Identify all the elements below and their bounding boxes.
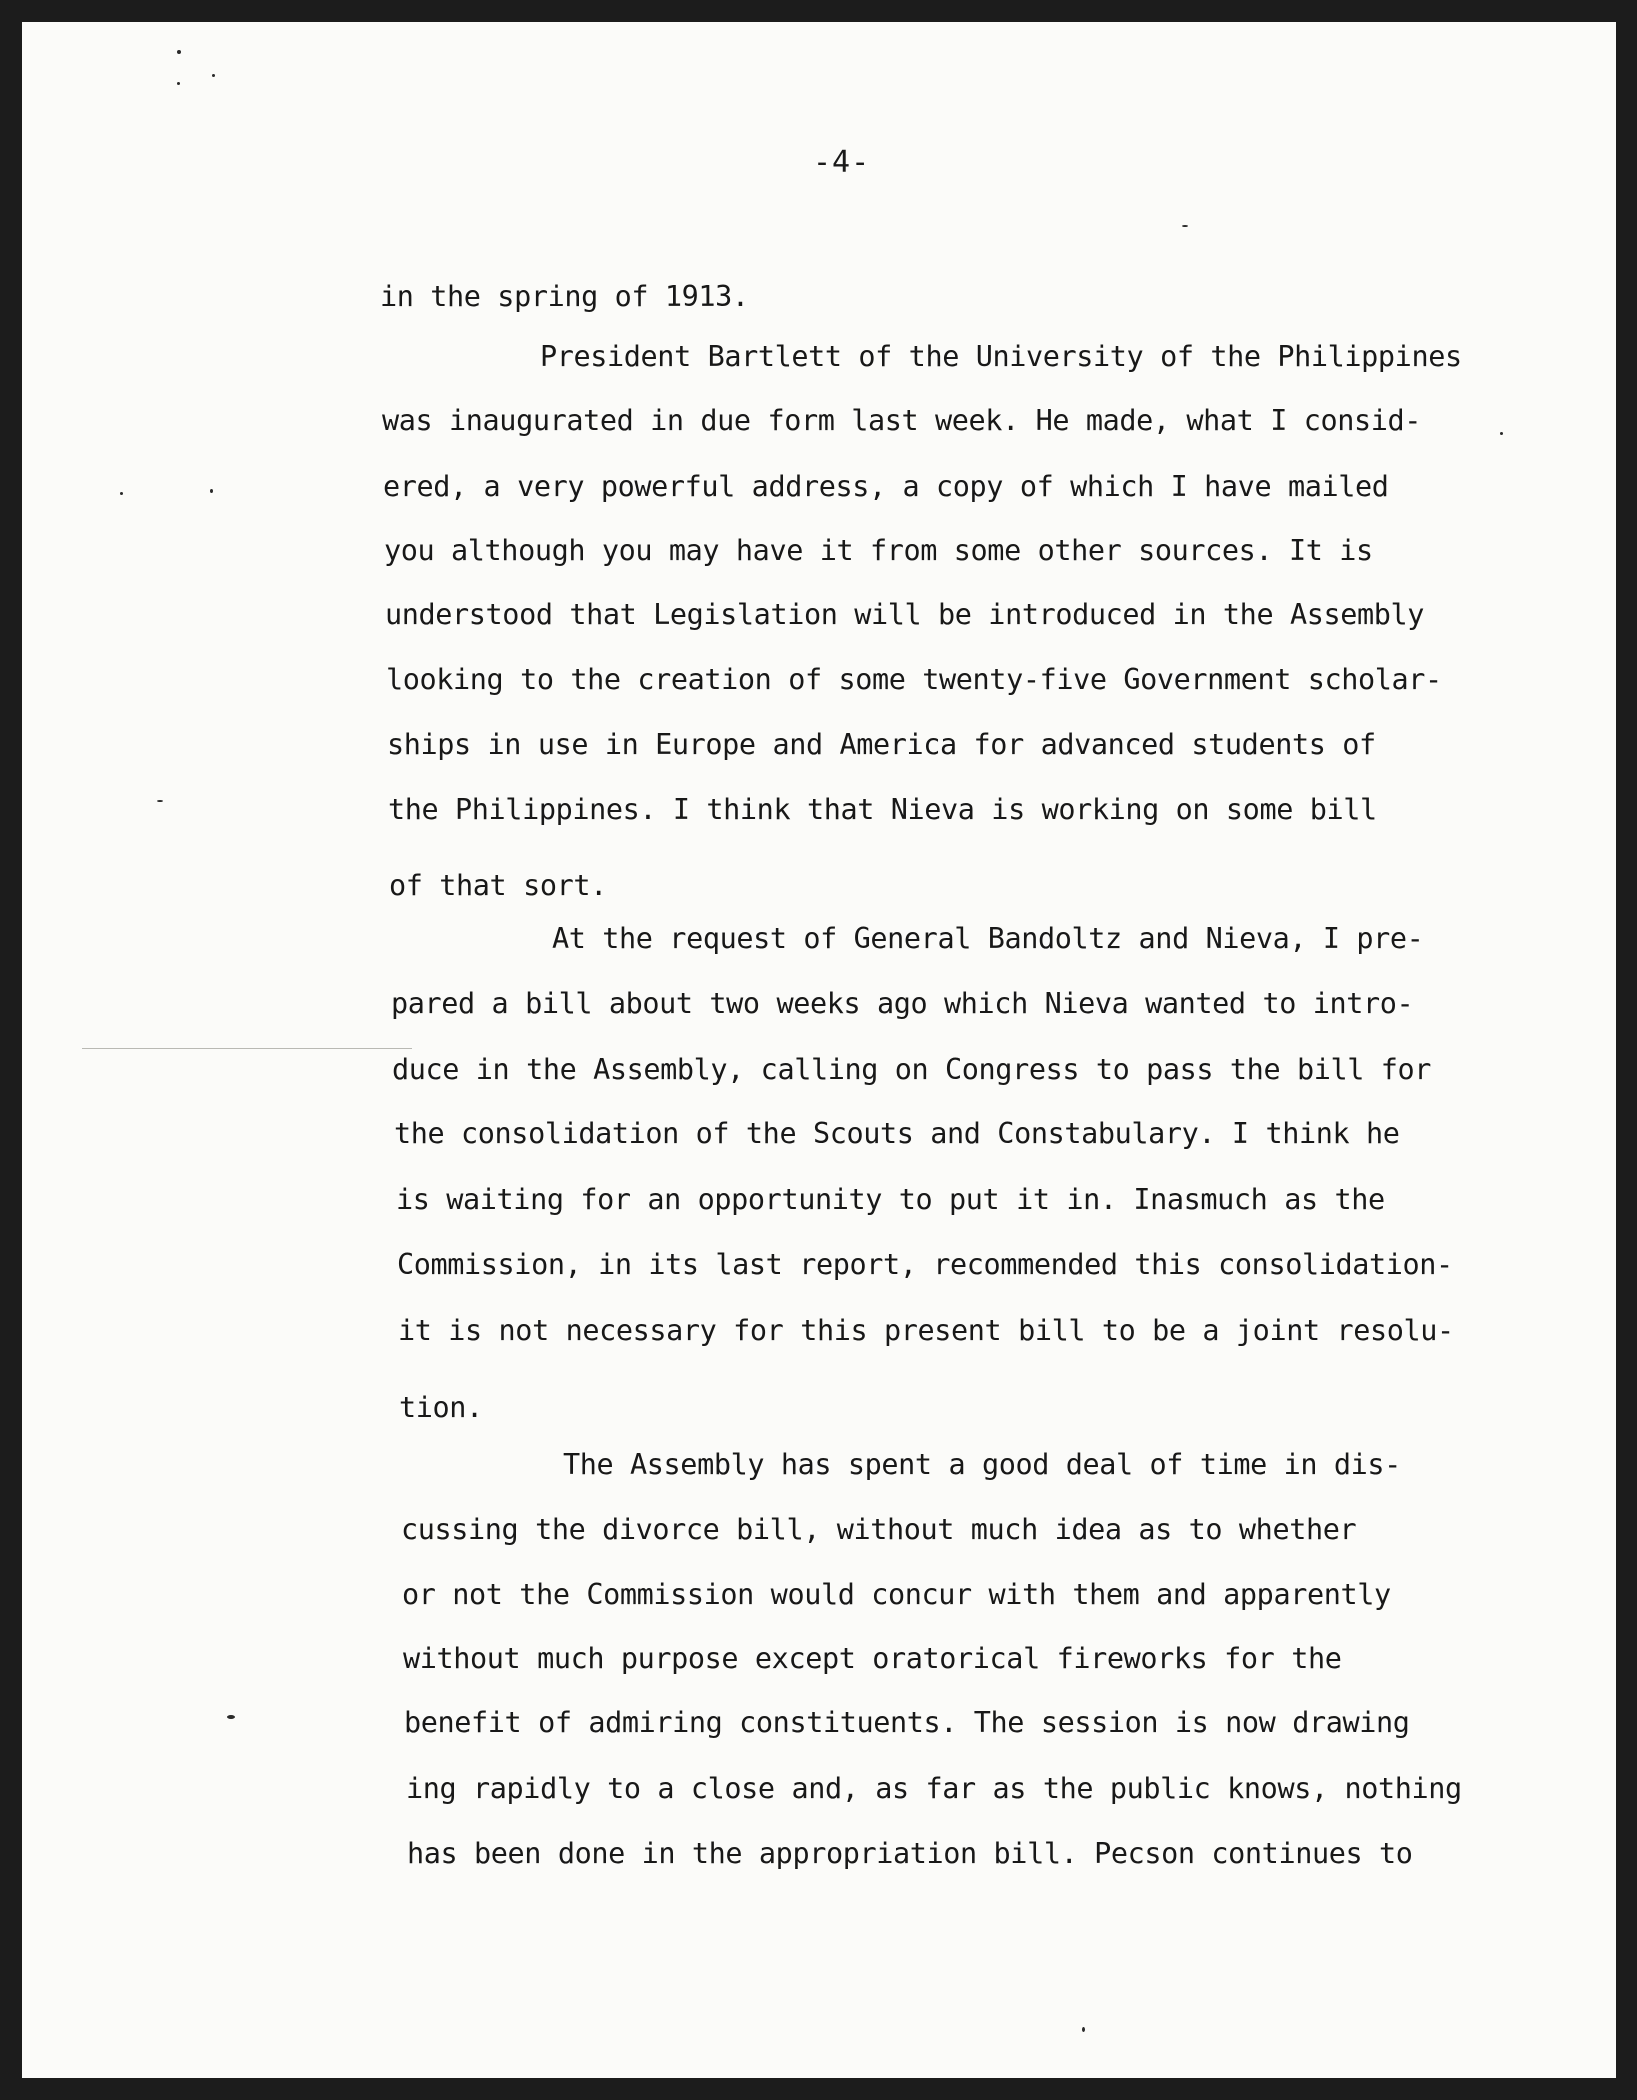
- document-page: [22, 22, 1616, 2078]
- body-line: benefit of admiring constituents. The session is now drawing: [404, 1706, 1410, 1739]
- body-line: of that sort.: [389, 869, 607, 902]
- body-line: ships in use in Europe and America for advanced students of: [387, 728, 1376, 761]
- body-line: you although you may have it from some other sources. It is: [384, 534, 1373, 567]
- body-line: in the spring of 1913.: [380, 280, 749, 313]
- body-line: is waiting for an opportunity to put it in. Inasmuch as the: [396, 1183, 1385, 1216]
- scan-speck: [1082, 2027, 1085, 2032]
- body-line: ing rapidly to a close and, as far as the public knows, nothing: [406, 1772, 1462, 1805]
- scan-speck: [227, 1715, 235, 1719]
- scan-speck: [177, 82, 180, 85]
- body-line: duce in the Assembly, calling on Congress to pass the bill for: [392, 1053, 1432, 1086]
- body-line: has been done in the appropriation bill. Pecson continues to: [407, 1837, 1413, 1870]
- body-line: or not the Commission would concur with them and apparently: [402, 1578, 1391, 1611]
- body-line: without much purpose except oratorical fireworks for the: [403, 1642, 1342, 1675]
- body-line: ered, a very powerful address, a copy of which I have mailed: [383, 470, 1389, 503]
- body-line: the Philippines. I think that Nieva is working on some bill: [388, 793, 1377, 826]
- body-line: was inaugurated in due form last week. He made, what I consid-: [382, 404, 1422, 437]
- body-line: tion.: [399, 1391, 483, 1424]
- paper-fold-mark: [82, 1048, 412, 1049]
- body-line: cussing the divorce bill, without much idea as to whether: [401, 1513, 1357, 1546]
- body-line: understood that Legislation will be introduced in the Assembly: [385, 598, 1425, 631]
- scan-speck: [1500, 432, 1503, 435]
- scan-speck: [157, 800, 163, 802]
- scan-speck: [1182, 225, 1188, 227]
- scan-speck: [177, 50, 181, 54]
- body-line: the consolidation of the Scouts and Constabulary. I think he: [394, 1117, 1400, 1150]
- body-line: The Assembly has spent a good deal of time in dis-: [563, 1448, 1401, 1481]
- scan-speck: [212, 74, 215, 77]
- body-line: it is not necessary for this present bill to be a joint resolu-: [398, 1314, 1454, 1347]
- scan-speck: [210, 489, 213, 493]
- body-line: President Bartlett of the University of the Philippines: [540, 340, 1462, 373]
- body-line: looking to the creation of some twenty-five Government scholar-: [386, 663, 1442, 696]
- scan-speck: [120, 492, 123, 495]
- body-line: At the request of General Bandoltz and Nieva, I pre-: [552, 922, 1424, 955]
- body-line: Commission, in its last report, recommended this consolidation-: [397, 1248, 1453, 1281]
- body-line: pared a bill about two weeks ago which Nieva wanted to intro-: [391, 987, 1414, 1020]
- page-number: -4-: [813, 145, 871, 180]
